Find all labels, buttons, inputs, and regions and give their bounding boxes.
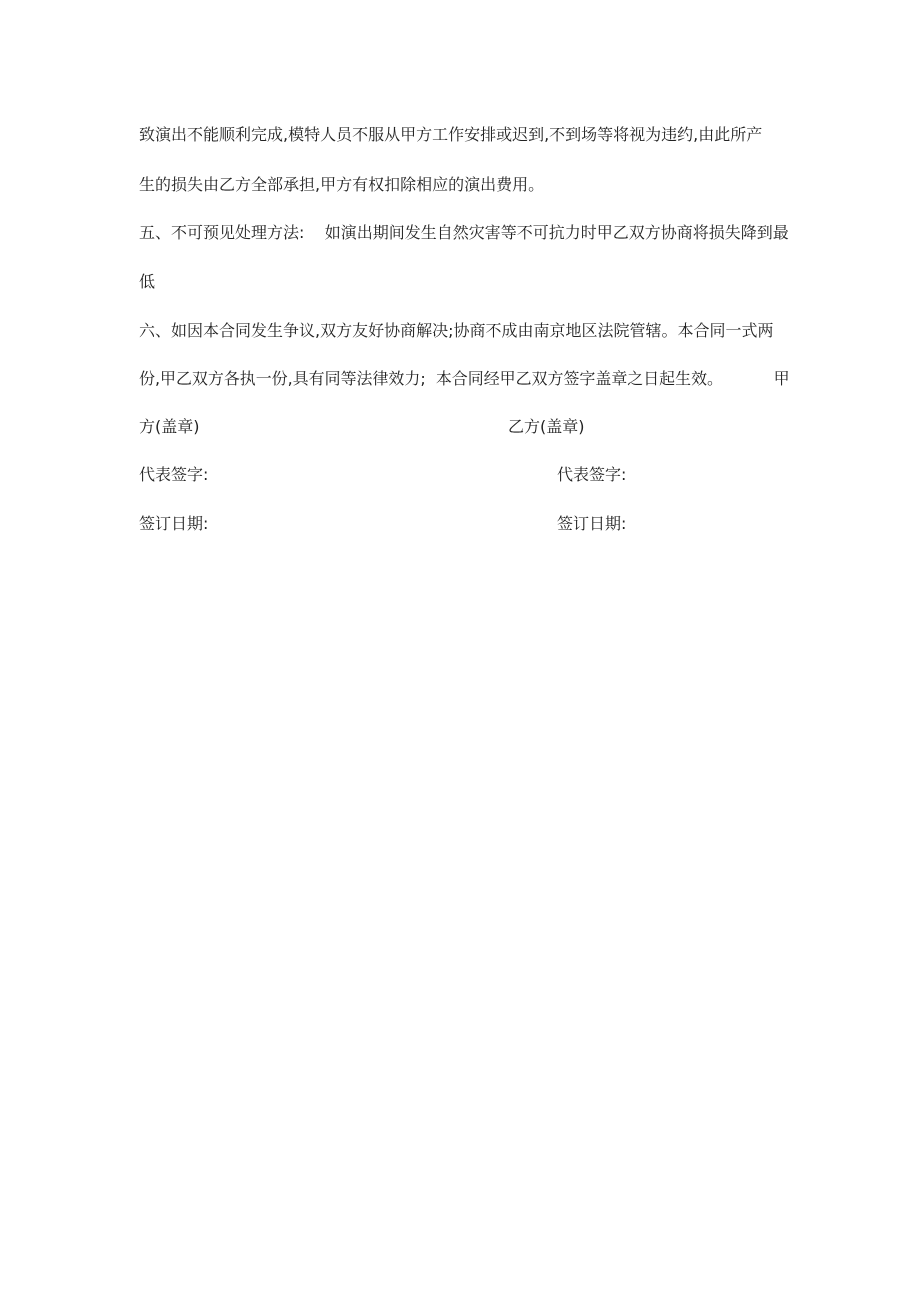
party-a-date-label: 签订日期: [139, 514, 209, 533]
body-line-2: 生的损失由乙方全部承担,甲方有权扣除相应的演出费用。 [139, 175, 545, 194]
party-a-rep-signature-label: 代表签字: [139, 465, 209, 484]
party-b-seal-label: 乙方(盖章) [508, 417, 585, 436]
clause-6-line-2: 份,甲乙双方各执一份,具有同等法律效力; 本合同经甲乙双方签字盖章之日起生效。 甲 [139, 369, 790, 388]
party-b-rep-signature-label: 代表签字: [557, 465, 627, 484]
clause-5-line-1: 五、不可预见处理方法: 如演出期间发生自然灾害等不可抗力时甲乙双方协商将损失降到最 [139, 223, 789, 242]
clause-6-line-1: 六、如因本合同发生争议,双方友好协商解决;协商不成由南京地区法院管辖。本合同一式两 [139, 321, 774, 340]
party-b-date-label: 签订日期: [557, 514, 627, 533]
body-line-1: 致演出不能顺利完成,模特人员不服从甲方工作安排或迟到,不到场等将视为违约,由此所产 [139, 125, 763, 144]
clause-5-line-2: 低 [139, 272, 156, 291]
party-a-seal-label: 方(盖章) [139, 417, 200, 436]
